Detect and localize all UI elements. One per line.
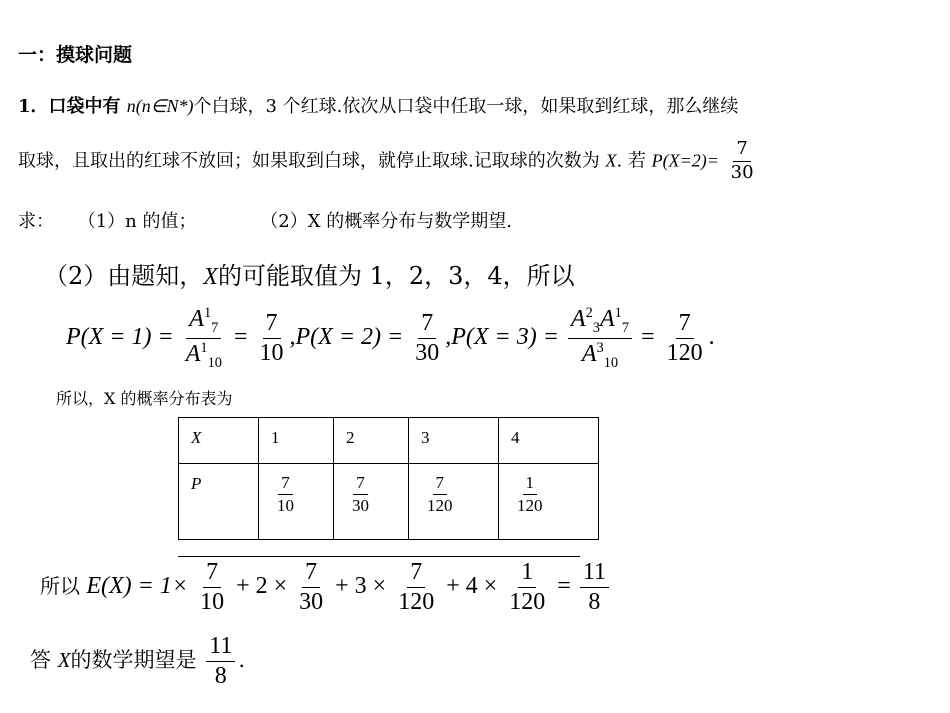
table-cell <box>334 464 409 540</box>
answer-end: . <box>238 648 245 673</box>
fraction-7-30 <box>296 560 326 615</box>
expect-equals: = <box>557 573 571 600</box>
intro-text-a: （2）由题知， <box>44 262 204 290</box>
table-cell <box>499 464 599 540</box>
frac-num: 11 <box>580 560 609 588</box>
frac-den: 120 <box>666 339 703 366</box>
frac-den: 10 <box>200 589 225 616</box>
table-cell: 4 <box>499 418 599 464</box>
fraction-7-10 <box>197 560 227 615</box>
table-cell-p-label: P <box>179 464 259 540</box>
fraction-7-120 <box>664 311 706 366</box>
frac-den: 30 <box>299 589 324 616</box>
frac-num: 7 <box>433 474 448 495</box>
expect-lhs: E(X) = 1× <box>86 573 189 600</box>
frac-den: 120 <box>509 589 546 616</box>
p2-left: ,P(X = 2) = <box>289 323 404 350</box>
p1-left: P(X = 1) = <box>66 323 174 350</box>
var-x: X <box>57 648 71 673</box>
p3-left: ,P(X = 3) = <box>445 323 559 350</box>
frac-den: 10 <box>277 495 294 515</box>
table-cell-x-label: X <box>179 418 259 464</box>
expect-term: + 4 × <box>446 573 498 600</box>
problem-line-3 <box>18 207 512 233</box>
problem-number: 1．口袋中有 <box>18 96 127 117</box>
section-title: 一：摸球问题 <box>18 44 133 66</box>
frac-num: 7 <box>676 311 694 339</box>
table-row-p <box>179 464 599 540</box>
fraction-7-10 <box>257 311 287 366</box>
frac-num: 7 <box>733 140 750 162</box>
ask-label: 求： <box>18 211 54 232</box>
frac-den: 120 <box>427 495 453 515</box>
table-cell: 1 <box>259 418 334 464</box>
expect-term: + 2 × <box>236 573 288 600</box>
fraction-1-120 <box>506 560 548 615</box>
expect-prefix: 所以 <box>40 574 87 599</box>
table-cell <box>409 464 499 540</box>
question-2: （2）X 的概率分布与数学期望. <box>260 211 512 232</box>
frac-num: 7 <box>263 311 281 339</box>
intro-text-b: 的可能取值为 1，2，3，4，所以 <box>217 262 575 290</box>
problem-line-1 <box>18 92 738 118</box>
var-x: X <box>605 150 617 171</box>
table-cell <box>259 464 334 540</box>
perm-fraction-1: $\frac{A^1_7}{A^1_{10}}$ <box>185 305 222 371</box>
probability-equations: P(X = 1) = $\frac{A^1_7}{A^1_{10}}$ = $\frac{7}{10}$ ,P(X = 2) = $\frac{7}{30}$ ,P(X = 3) = $\frac{A^2_3A^1_7}{A^3_{10}}$ = $\frac{7}{120}$ . <box>66 305 715 371</box>
question-1: （1）n 的值； <box>77 211 197 232</box>
var-x: X <box>203 264 218 290</box>
frac-den: 30 <box>730 161 754 183</box>
frac-num: 7 <box>407 560 425 588</box>
table-row-x <box>179 418 599 464</box>
horizontal-rule <box>178 556 580 557</box>
frac-den: 30 <box>415 339 440 366</box>
frac-num: 1 <box>523 474 538 495</box>
distribution-table <box>178 417 599 540</box>
answer-prefix: 答 <box>30 648 58 673</box>
answer-line <box>30 634 245 689</box>
table-cell: 3 <box>409 418 499 464</box>
fraction-11-8 <box>580 560 609 615</box>
fraction-11-8 <box>206 634 235 689</box>
table-cell: 2 <box>334 418 409 464</box>
problem-text-2: 取球，且取出的红球不放回；如果取到白球，就停止取球.记取球的次数为 <box>18 150 606 172</box>
frac-num: 7 <box>418 311 436 339</box>
fraction-7-30 <box>728 140 757 183</box>
frac-num: 7 <box>203 560 221 588</box>
frac-num: 7 <box>278 474 293 495</box>
perm-a: A <box>185 340 201 367</box>
fraction-7-30 <box>412 311 442 366</box>
eq-end: . <box>708 323 715 350</box>
expectation-equation <box>40 560 612 615</box>
frac-den: 120 <box>398 589 435 616</box>
fraction-7-120 <box>395 560 437 615</box>
var-n: n <box>126 96 136 116</box>
frac-den: 10 <box>259 339 284 366</box>
n-domain: (n∈N*) <box>135 96 194 116</box>
solution-intro <box>44 256 575 291</box>
problem-line-2 <box>18 140 760 183</box>
frac-num: 7 <box>353 474 368 495</box>
frac-den: 8 <box>214 663 227 690</box>
prob-expression: P(X=2)= <box>651 150 719 171</box>
problem-text-2b: . 若 <box>616 150 652 172</box>
frac-den: 8 <box>588 589 601 616</box>
frac-num: 11 <box>206 634 235 662</box>
frac-num: 7 <box>302 560 320 588</box>
perm-a: A <box>189 306 204 332</box>
distribution-intro: 所以，X 的概率分布表为 <box>56 389 233 408</box>
frac-den: 120 <box>517 495 543 515</box>
frac-den: 30 <box>352 495 369 515</box>
frac-num: 1 <box>518 560 536 588</box>
perm-fraction-3: $\frac{A^2_3A^1_7}{A^3_{10}}$ <box>568 306 632 371</box>
expect-term: + 3 × <box>335 573 387 600</box>
answer-text: 的数学期望是 <box>70 648 197 673</box>
problem-text-1: 个白球，3 个红球.依次从口袋中任取一球，如果取到红球，那么继续 <box>193 96 739 117</box>
